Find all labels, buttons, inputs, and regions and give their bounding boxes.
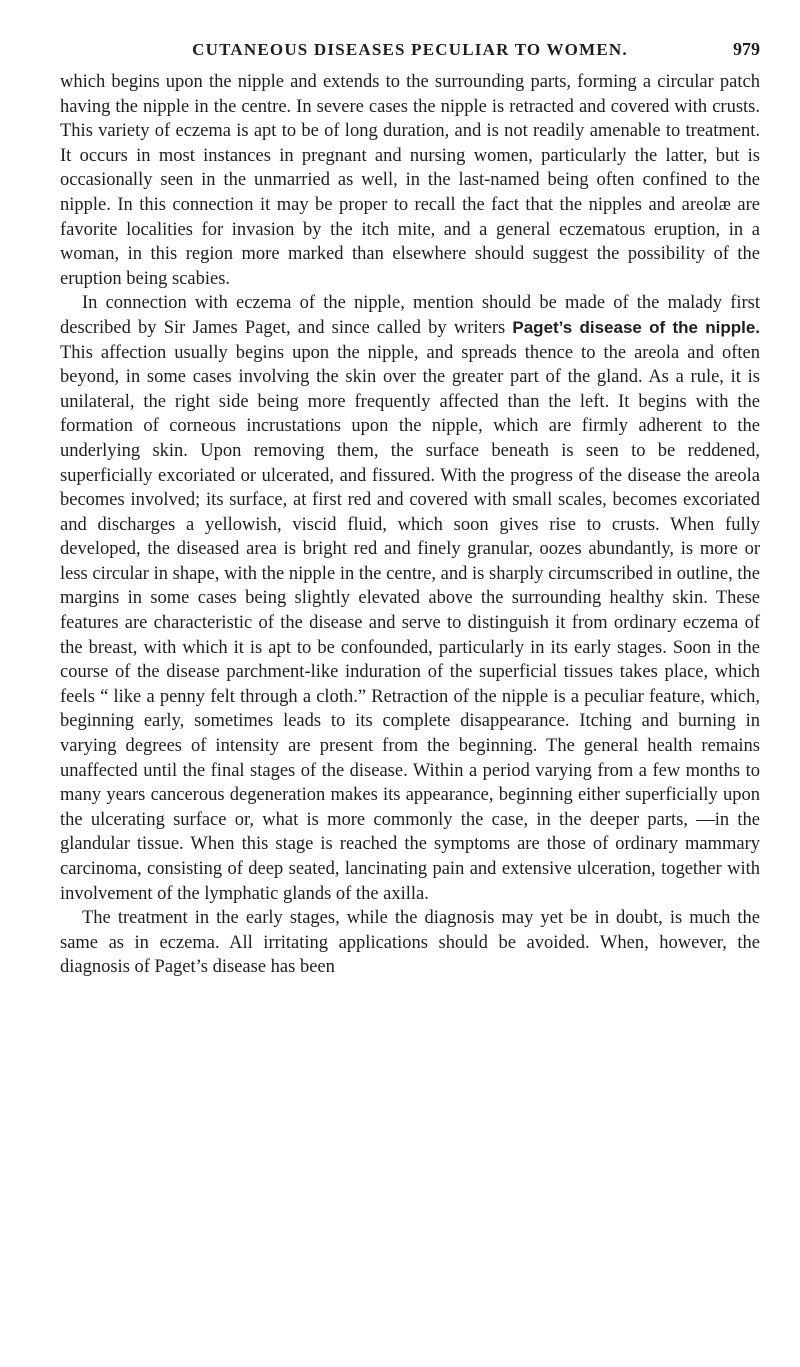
paragraph-2-rest: This affection usually begins upon the nipple, and spreads thence to the areola and often beyond, in some cases involving the skin over the greater part of the gland. As a rule, it is unilateral, the right side being more frequently affected than the left. It begins with the formation of corneous incrustations upon the nipple, which are firmly adherent to the underlying skin. Upon removing them, the surface beneath is seen to be reddened, superficially excoriated or ulcerated, and fissured. With the progress of the disease the areola becomes involved; its surface, at first red and covered with small scales, becomes excoriated and discharges a yellowish, viscid fluid, which soon gives rise to crusts. When fully developed, the diseased area is bright red and finely granular, oozes abundantly, is more or less circular in shape, with the nipple in the centre, and is sharply circumscribed in outline, the margins in some cases being slightly elevated above the surrounding healthy skin. These features are characteristic of the disease and serve to distinguish it from ordinary eczema of the breast, with which it is apt to be confounded, particularly in its early stages. Soon in the course of the disease parchment-like induration of the superficial tissues takes place, which feels “ like a penny felt through a cloth.” Retraction of the nipple is a peculiar feature, which, beginning early, sometimes leads to its complete disappearance. Itching and burning in varying degrees of intensity are present from the beginning. The general health remains unaffected until the final stages of the disease. Within a period varying from a few months to many years cancerous degeneration makes its appearance, beginning either superficially upon the ulcerating surface or, what is more commonly the case, in the deeper parts, —in the glandular tissue. When this stage is reached the symptoms are those of ordinary mammary carcinoma, consisting of deep seated, lancinating pain and extensive ulceration, together with involvement of the lymphatic glands of the axilla. (60, 342, 760, 904)
running-head (60, 40, 760, 68)
running-title: CUTANEOUS DISEASES PECULIAR TO WOMEN. (192, 40, 628, 59)
body-text (60, 70, 760, 980)
paragraph-3: The treatment in the early stages, while the diagnosis may yet be in doubt, is much the same as in eczema. All irritating applications should be avoided. When, however, the diagnosis of Paget’s disease has been (60, 908, 760, 978)
paragraph-2-lead: In connection with eczema of the nipple, mention should be made of the malady first described by Sir James Paget, and since called by writers (60, 293, 760, 338)
pagets-disease-term: Paget’s disease of the nipple. (512, 317, 761, 337)
page-number: 979 (733, 39, 760, 59)
paragraph-1: which begins upon the nipple and extends to the surrounding parts, forming a circular patch having the nipple in the centre. In severe cases the nipple is retracted and covered with crusts. This variety of eczema is apt to be of long duration, and is not readily amenable to treatment. It occurs in most instances in pregnant and nursing women, particularly the latter, but is occasionally seen in the unmarried as well, in the last-named being often confined to the nipple. In this connection it may be proper to recall the fact that the nipples and areolæ are favorite localities for invasion by the itch mite, and a general eczematous eruption, in a woman, in this region more marked than elsewhere should suggest the possibility of the eruption being scabies. (60, 72, 760, 289)
paragraph-2 (60, 291, 760, 906)
